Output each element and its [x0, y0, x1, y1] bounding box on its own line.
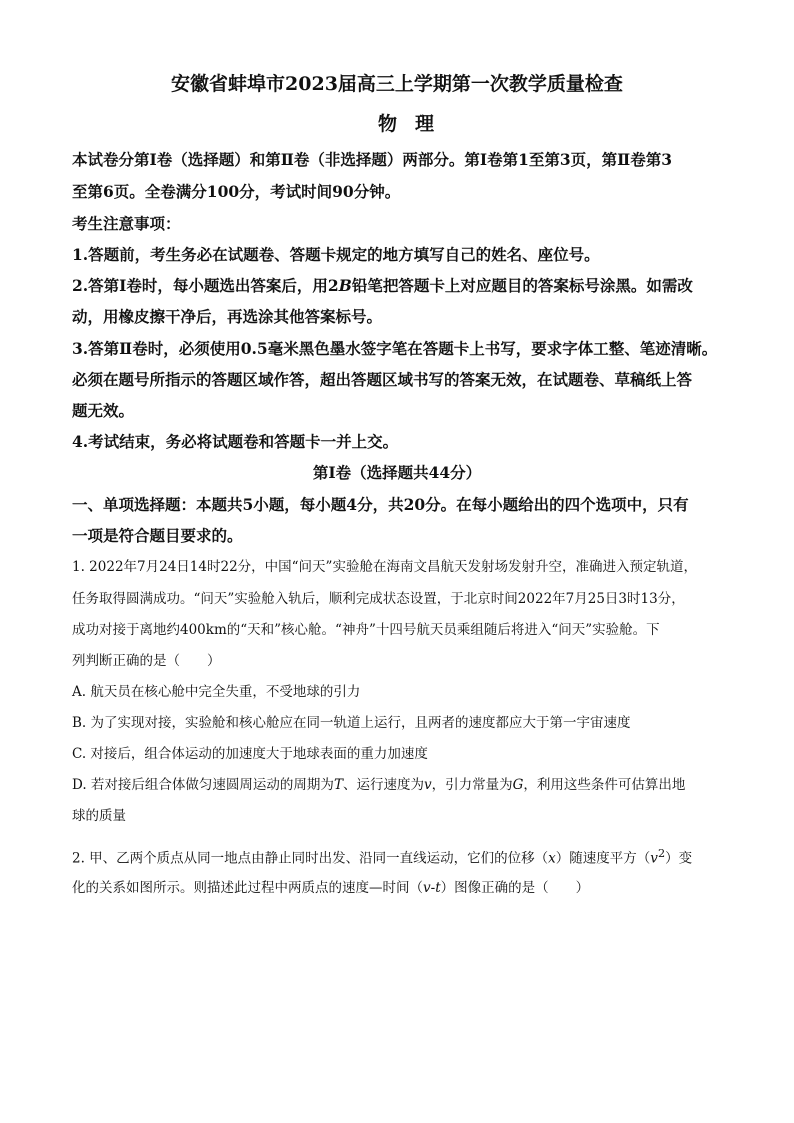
q1-option-d-line-1: [72, 775, 685, 795]
q1-option-b: B. 为了实现对接，实验舱和核心舱应在同一轨道上运行，且两者的速度都应大于第一宇宙速度: [72, 715, 631, 731]
exam-title: 安徽省蚌埠市2023届高三上学期第一次教学质量检查: [171, 73, 623, 95]
q1-line-3: 成功对接于离地约400km的“天和”核心舱。“神舟”十四号航天员乘组随后将进入“问天”实验舱。下: [72, 622, 660, 638]
q1-option-d-var-g: G: [512, 777, 524, 793]
note-2-text-a: 2.答第Ⅰ卷时，每小题选出答案后，用2: [72, 276, 339, 295]
q2-var-v: v: [650, 850, 658, 867]
notes-heading: 考生注意事项：: [72, 214, 181, 233]
q1-option-d-line-2: 球的质量: [72, 808, 126, 824]
q2-text-c: ）变: [665, 850, 693, 867]
q1-line-4: 列判断正确的是（ ）: [72, 653, 221, 669]
note-2-var-b: B: [338, 276, 352, 295]
q1-option-d-var-t: T: [333, 777, 343, 793]
note-1: 1.答题前，考生务必在试题卷、答题卡规定的地方填写自己的姓名、座位号。: [72, 245, 600, 264]
q1-line-1: 1. 2022年7月24日14时22分，中国“问天”实验舱在海南文昌航天发射场发射升空，准确进入预定轨道，: [72, 559, 697, 575]
q1-option-d-var-v: v: [423, 777, 432, 793]
q1-option-d-text-d: ，利用这些条件可估算出地: [523, 777, 686, 793]
q1-option-d-text-c: ，引力常量为: [431, 777, 513, 793]
q2-text-a: 2. 甲、乙两个质点从同一地点由静止同时出发、沿同一直线运动，它们的位移（: [72, 850, 549, 867]
part1-heading: 第Ⅰ卷（选择题共44分）: [312, 463, 482, 482]
q2-text-b: ）随速度平方（: [555, 850, 651, 867]
intro-line-1: 本试卷分第Ⅰ卷（选择题）和第Ⅱ卷（非选择题）两部分。第Ⅰ卷第1至第3页，第Ⅱ卷第3: [72, 150, 672, 169]
subject-title: 物理: [377, 113, 452, 135]
q2-var-x: x: [548, 850, 556, 867]
q2-sup-2: 2: [657, 847, 666, 860]
note-2-line-2: 动，用橡皮擦干净后，再选涂其他答案标号。: [72, 307, 383, 326]
note-3-line-3: 题无效。: [72, 401, 135, 420]
q1-option-d-text-a: D. 若对接后组合体做匀速圆周运动的周期为: [72, 777, 334, 793]
note-2-line-1: [72, 276, 693, 296]
q1-option-a: A. 航天员在核心舱中完全失重，不受地球的引力: [72, 684, 361, 700]
q2-text-d: 化的关系如图所示。则描述此过程中两质点的速度—时间（: [72, 880, 423, 896]
q2-line-2: [72, 878, 589, 898]
note-4: 4.考试结束，务必将试题卷和答题卡一并上交。: [72, 432, 399, 451]
q1-line-2: 任务取得圆满成功。“问天”实验舱入轨后，顺利完成状态设置，于北京时间2022年7月25日3时13分，: [72, 591, 685, 607]
section1-line-1: 一、单项选择题：本题共5小题，每小题4分，共20分。在每小题给出的四个选项中，只有: [72, 495, 689, 514]
q1-option-c: C. 对接后，组合体运动的加速度大于地球表面的重力加速度: [72, 746, 428, 762]
q2-text-e: ）图像正确的是（ ）: [440, 880, 590, 896]
section1-line-2: 一项是符合题目要求的。: [72, 526, 243, 545]
intro-line-2: 至第6页。全卷满分100分，考试时间90分钟。: [72, 182, 401, 201]
q2-var-vt: v-t: [423, 880, 441, 896]
note-2-text-b: 铅笔把答题卡上对应题目的答案标号涂黑。如需改: [351, 276, 693, 295]
q2-line-1: [72, 844, 692, 869]
note-3-line-1: 3.答第Ⅱ卷时，必须使用0.5毫米黑色墨水签字笔在答题卡上书写，要求字体工整、笔迹清晰。: [72, 339, 718, 358]
note-3-line-2: 必须在题号所指示的答题区域作答，超出答题区域书写的答案无效，在试题卷、草稿纸上答: [72, 370, 693, 389]
q1-option-d-text-b: 、运行速度为: [342, 777, 424, 793]
